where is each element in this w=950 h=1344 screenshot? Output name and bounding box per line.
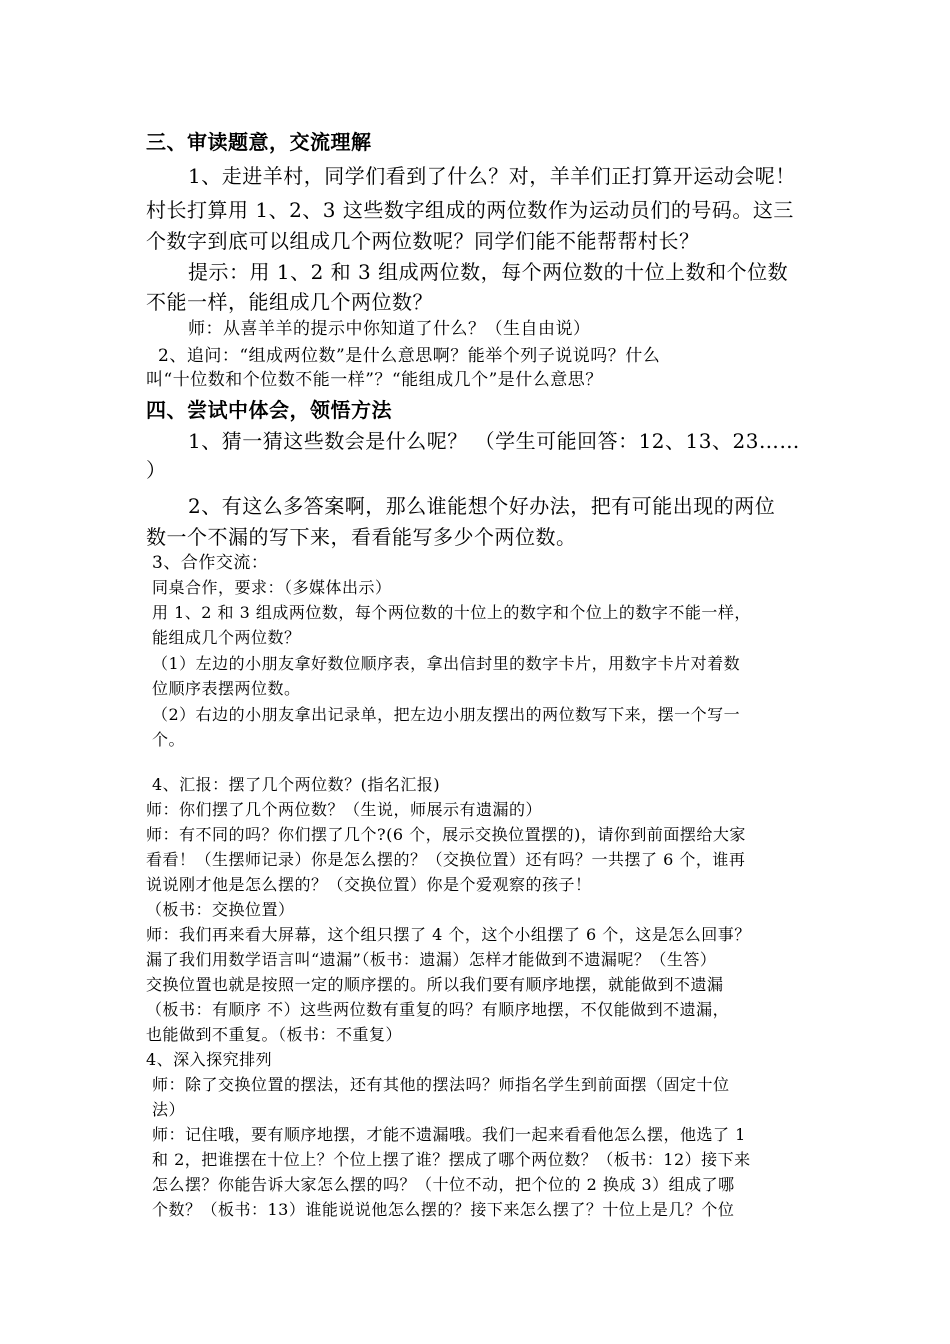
sec3-p1-line3: 个数字到底可以组成几个两位数呢？同学们能不能帮帮村长？: [146, 229, 700, 253]
sec4-p1-line1: 1、猜一猜这些数会是什么呢？ （学生可能回答：12、13、23……: [188, 429, 800, 453]
sec4-p3-requirement: 同桌合作，要求：（多媒体出示）: [152, 578, 392, 597]
sec4-p4-line9: （板书：有顺序 不）这些两位数有重复的吗？有顺序地摆，不仅能做到不遗漏，: [146, 1000, 730, 1019]
sec3-p1-line2: 村长打算用 1、2、3 这些数字组成的两位数作为运动员们的号码。这三: [146, 198, 794, 222]
sec3-hint-line2: 不能一样，能组成几个两位数？: [146, 290, 433, 314]
sec4-p5-line1: 师：除了交换位置的摆法，还有其他的摆法吗？师指名学生到前面摆（固定十位: [152, 1075, 730, 1094]
sec4-p3-body-line3: （1）左边的小朋友拿好数位顺序表，拿出信封里的数字卡片，用数字卡片对着数: [152, 654, 741, 673]
sec4-p4-line8: 交换位置也就是按照一定的顺序摆的。所以我们要有顺序地摆，就能做到不遗漏: [146, 975, 724, 994]
sec4-p4-line10: 也能做到不重复。（板书：不重复）: [146, 1025, 403, 1044]
sec4-p4-line4: 说说刚才他是怎么摆的？（交换位置）你是个爱观察的孩子！: [146, 875, 592, 894]
sec4-p4-line6: 师：我们再来看大屏幕，这个组只摆了 4 个，这个小组摆了 6 个，这是怎么回事？: [146, 925, 751, 944]
sec3-p1-line1: 1、走进羊村，同学们看到了什么？对，羊羊们正打算开运动会呢！: [188, 164, 796, 188]
section-4-heading: 四、尝试中体会，领悟方法: [146, 398, 392, 422]
sec4-p2-line1: 2、有这么多答案啊，那么谁能想个好办法，把有可能出现的两位: [188, 494, 776, 518]
sec4-p4-line7: 漏了我们用数学语言叫“遗漏”（板书：遗漏）怎样才能做到不遗漏呢？（生答）: [146, 950, 717, 969]
sec4-p3-body-line1: 用 1、2 和 3 组成两位数，每个两位数的十位上的数字和个位上的数字不能一样，: [152, 603, 751, 622]
sec4-p3-title: 3、合作交流：: [152, 553, 269, 573]
sec4-p4-line2: 师：有不同的吗？你们摆了几个?(6 个，展示交换位置摆的)，请你到前面摆给大家: [146, 825, 746, 844]
sec3-q2-line1: 2、追问：“组成两位数”是什么意思啊？能举个列子说说吗？什么: [158, 346, 661, 366]
sec4-p3-body-line6: 个。: [152, 730, 186, 749]
sec4-p4-title: 4、汇报：摆了几个两位数？(指名汇报): [152, 775, 441, 794]
sec4-p3-body-line2: 能组成几个两位数？: [152, 628, 301, 647]
sec4-p5-line2: 法）: [152, 1100, 186, 1119]
sec4-p1-line2: ）: [146, 458, 167, 482]
sec4-p5-title: 4、深入探究排列: [146, 1050, 273, 1069]
sec4-p4-line1: 师：你们摆了几个两位数？（生说，师展示有遗漏的）: [146, 800, 543, 819]
sec4-p4-line3: 看看！（生摆师记录）你是怎么摆的？（交换位置）还有吗？一共摆了 6 个，谁再: [146, 850, 746, 869]
sec3-q2-line2: 叫“十位数和个位数不能一样”？“能组成几个”是什么意思？: [146, 370, 603, 390]
sec4-p5-line4: 和 2，把谁摆在十位上？个位上摆了谁？摆成了哪个两位数？（板书：12）接下来: [152, 1150, 751, 1169]
sec4-p5-line3: 师：记住哦，要有顺序地摆，才能不遗漏哦。我们一起来看看他怎么摆，他选了 1: [152, 1125, 746, 1144]
sec4-p5-line5: 怎么摆？你能告诉大家怎么摆的吗？（十位不动，把个位的 2 换成 3）组成了哪: [152, 1175, 735, 1194]
sec4-p3-body-line4: 位顺序表摆两位数。: [152, 679, 301, 698]
sec3-teacher: 师：从喜羊羊的提示中你知道了什么？（生自由说）: [188, 319, 591, 339]
sec4-p5-line6: 个数？（板书：13）谁能说说他怎么摆的？接下来怎么摆了？十位上是几？个位: [152, 1200, 735, 1219]
sec3-hint-line1: 提示：用 1、2 和 3 组成两位数，每个两位数的十位上数和个位数: [188, 260, 789, 284]
sec4-p4-line5: （板书：交换位置）: [146, 900, 295, 919]
section-3-heading: 三、审读题意，交流理解: [146, 130, 372, 154]
sec4-p2-line2: 数一个不漏的写下来，看看能写多少个两位数。: [146, 525, 577, 549]
sec4-p3-body-line5: （2）右边的小朋友拿出记录单，把左边小朋友摆出的两位数写下来，摆一个写一: [152, 705, 741, 724]
